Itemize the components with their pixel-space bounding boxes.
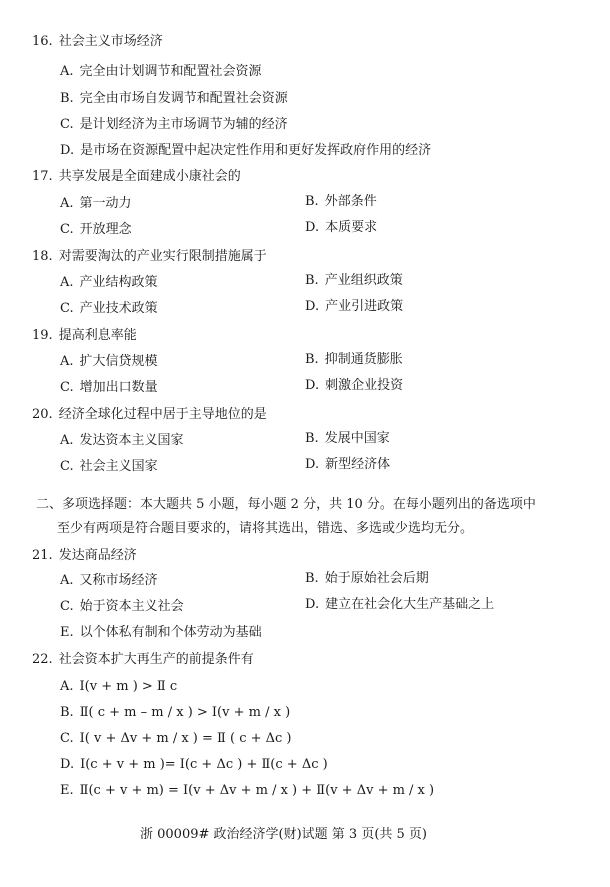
option-text: 完全由市场自发调节和配置社会资源 (79, 91, 288, 106)
option-21-d (305, 597, 494, 613)
option-22-d (60, 757, 328, 773)
option-formula: Ⅰ(c + v + m )= Ⅰ(c + Δc ) + Ⅱ(c + Δc ) (80, 757, 328, 772)
option-text: 发达资本主义国家 (79, 433, 184, 448)
option-label: C. (60, 117, 74, 132)
option-text: 始于资本主义社会 (79, 599, 184, 614)
option-label: A. (60, 196, 74, 211)
option-18-d (305, 299, 403, 315)
question-number: 19. (32, 328, 53, 343)
option-label: D. (305, 220, 320, 235)
option-text: 抑制通货膨胀 (324, 352, 403, 367)
option-label: B. (305, 194, 319, 209)
option-text: 发展中国家 (324, 431, 390, 446)
option-text: 完全由计划调节和配置社会资源 (79, 64, 262, 79)
option-21-e (60, 625, 262, 641)
option-17-c (60, 222, 132, 238)
option-text: 外部条件 (324, 194, 377, 209)
option-17-d (305, 220, 377, 236)
option-formula: Ⅱ(c + v + m) = Ⅰ(v + Δv + m / x ) + Ⅱ(v + Δv + m / x ) (79, 783, 435, 798)
option-18-a (60, 275, 158, 291)
option-text: 是计划经济为主市场调节为辅的经济 (79, 117, 288, 132)
question-number: 17. (32, 169, 53, 184)
option-label: E. (60, 625, 74, 640)
option-label: A. (60, 275, 74, 290)
question-16-stem (32, 34, 163, 50)
option-21-a (60, 573, 158, 589)
question-number: 16. (32, 34, 53, 49)
option-18-c (60, 301, 158, 317)
option-label: C. (60, 380, 74, 395)
question-20-stem (32, 407, 267, 423)
option-label: B. (60, 705, 74, 720)
option-20-b (305, 431, 390, 447)
option-text: 产业组织政策 (324, 273, 403, 288)
option-label: B. (305, 273, 319, 288)
option-label: B. (305, 571, 319, 586)
option-label: A. (60, 679, 74, 694)
option-label: E. (60, 783, 74, 798)
option-19-a (60, 354, 158, 370)
option-formula: Ⅰ( v + Δv + m / x ) = Ⅱ ( c + Δc ) (79, 731, 292, 746)
option-text: 第一动力 (79, 196, 132, 211)
question-text: 发达商品经济 (58, 548, 137, 563)
option-22-b (60, 705, 290, 721)
option-label: B. (60, 91, 74, 106)
option-label: D. (305, 378, 320, 393)
option-text: 以个体私有制和个体劳动为基础 (79, 625, 262, 640)
option-label: C. (60, 459, 74, 474)
option-text: 刺激企业投资 (325, 378, 404, 393)
option-text: 是市场在资源配置中起决定性作用和更好发挥政府作用的经济 (80, 143, 432, 158)
question-22-stem (32, 652, 254, 668)
option-22-e (60, 783, 434, 799)
option-text: 建立在社会化大生产基础之上 (325, 597, 495, 612)
option-text: 开放理念 (79, 222, 132, 237)
option-18-b (305, 273, 403, 289)
option-16-d (60, 143, 431, 159)
option-text: 始于原始社会后期 (324, 571, 429, 586)
option-22-a (60, 679, 177, 695)
option-label: D. (60, 757, 75, 772)
question-text: 社会资本扩大再生产的前提条件有 (58, 652, 254, 667)
option-16-a (60, 64, 262, 80)
option-17-b (305, 194, 377, 210)
option-label: C. (60, 222, 74, 237)
question-text: 社会主义市场经济 (58, 34, 163, 49)
question-text: 提高利息率能 (58, 328, 137, 343)
option-formula: Ⅰ(v + m ) > Ⅱ c (79, 679, 178, 694)
option-label: C. (60, 301, 74, 316)
question-number: 18. (32, 249, 53, 264)
option-20-d (305, 457, 390, 473)
option-text: 本质要求 (325, 220, 378, 235)
question-18-stem (32, 249, 267, 265)
option-20-a (60, 433, 184, 449)
option-text: 产业引进政策 (325, 299, 404, 314)
question-text: 共享发展是全面建成小康社会的 (58, 169, 241, 184)
option-label: D. (305, 457, 320, 472)
option-20-c (60, 459, 158, 475)
option-formula: Ⅱ( c + m – m / x ) > Ⅰ(v + m / x ) (79, 705, 291, 720)
option-label: B. (305, 352, 319, 367)
section-heading-line-2: 至少有两项是符合题目要求的，请将其选出，错选、多选或少选均无分。 (57, 521, 474, 536)
option-19-d (305, 378, 403, 394)
option-21-b (305, 571, 429, 587)
question-17-stem (32, 169, 241, 185)
option-label: A. (60, 354, 74, 369)
option-22-c (60, 731, 292, 747)
option-label: A. (60, 64, 74, 79)
question-number: 20. (32, 407, 53, 422)
option-text: 产业技术政策 (79, 301, 158, 316)
option-text: 扩大信贷规模 (79, 354, 158, 369)
option-text: 又称市场经济 (79, 573, 158, 588)
question-text: 对需要淘汰的产业实行限制措施属于 (58, 249, 267, 264)
option-label: C. (60, 599, 74, 614)
option-text: 产业结构政策 (79, 275, 158, 290)
option-label: A. (60, 433, 74, 448)
option-label: D. (60, 143, 75, 158)
option-label: C. (60, 731, 74, 746)
option-label: D. (305, 597, 320, 612)
option-label: A. (60, 573, 74, 588)
option-text: 增加出口数量 (79, 380, 158, 395)
question-text: 经济全球化过程中居于主导地位的是 (58, 407, 267, 422)
option-19-b (305, 352, 403, 368)
question-number: 22. (32, 652, 53, 667)
question-number: 21. (32, 548, 53, 563)
option-text: 新型经济体 (325, 457, 391, 472)
option-text: 社会主义国家 (79, 459, 158, 474)
option-19-c (60, 380, 158, 396)
option-17-a (60, 196, 132, 212)
option-label: B. (305, 431, 319, 446)
option-16-b (60, 91, 288, 107)
question-21-stem (32, 548, 137, 564)
question-19-stem (32, 328, 137, 344)
option-16-c (60, 117, 288, 133)
section-heading-line-1: 二、多项选择题：本大题共 5 小题，每小题 2 分，共 10 分。在每小题列出的备选项中 (36, 497, 536, 512)
option-label: D. (305, 299, 320, 314)
option-21-c (60, 599, 184, 615)
page-footer: 浙 00009# 政治经济学(财)试题 第 3 页(共 5 页) (140, 827, 428, 842)
